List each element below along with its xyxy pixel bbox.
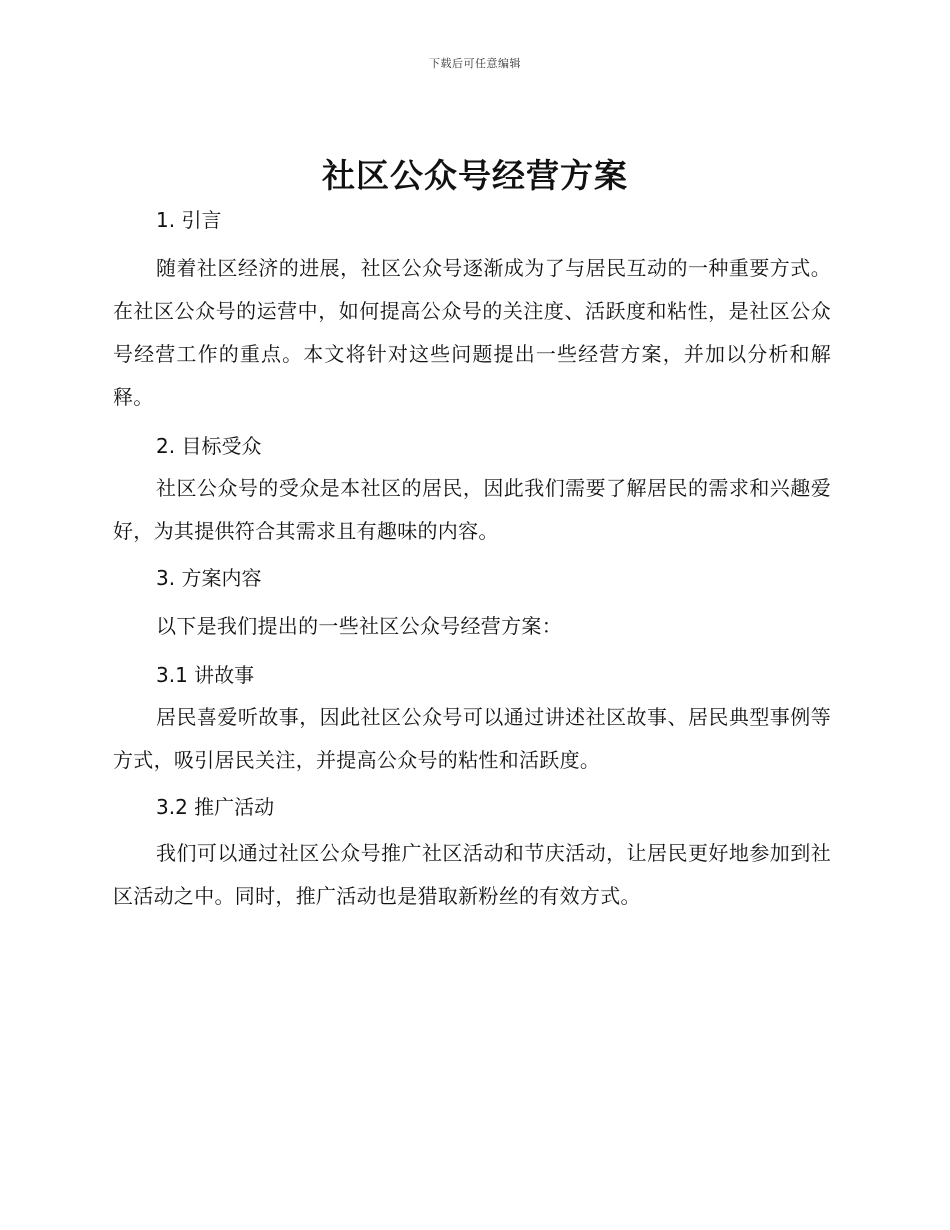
section-heading-target-audience: 2. 目标受众	[156, 434, 262, 458]
document-body	[113, 205, 831, 918]
section-heading-storytelling: 3.1 讲故事	[156, 663, 255, 687]
section-paragraph-promotion: 我们可以通过社区公众号推广社区活动和节庆活动，让居民更好地参加到社区活动之中。同时，推广活动也是猎取新粉丝的有效方式。	[113, 841, 831, 908]
document-title: 社区公众号经营方案	[322, 156, 628, 195]
section-heading-introduction: 1. 引言	[156, 208, 222, 232]
section-paragraph-storytelling: 居民喜爱听故事，因此社区公众号可以通过讲述社区故事、居民典型事例等方式，吸引居民关注，并提高公众号的粘性和活跃度。	[113, 705, 831, 772]
header-note: 下载后可任意编辑	[429, 57, 521, 70]
section-paragraph-introduction: 随着社区经济的进展，社区公众号逐渐成为了与居民互动的一种重要方式。在社区公众号的运营中，如何提高公众号的关注度、活跃度和粘性，是社区公众号经营工作的重点。本文将针对这些问题提出一些经营方案，并加以分析和解释。	[113, 256, 831, 409]
section-heading-plan-content: 3. 方案内容	[156, 566, 262, 590]
section-paragraph-plan-content: 以下是我们提出的一些社区公众号经营方案：	[156, 614, 562, 638]
section-paragraph-target-audience: 社区公众号的受众是本社区的居民，因此我们需要了解居民的需求和兴趣爱好，为其提供符合其需求且有趣味的内容。	[113, 476, 831, 543]
section-heading-promotion: 3.2 推广活动	[156, 795, 275, 819]
